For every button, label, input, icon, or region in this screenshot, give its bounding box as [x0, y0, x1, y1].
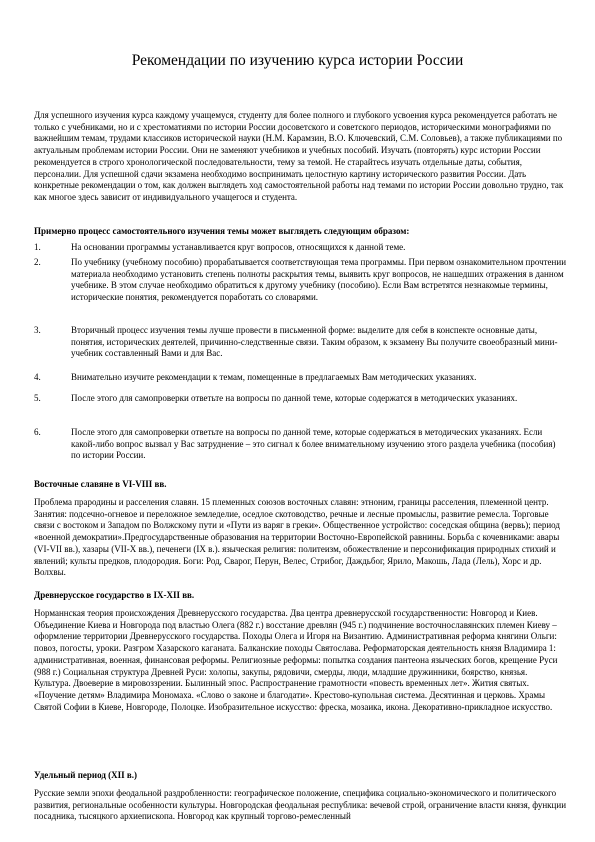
section-east-slavs-body	[34, 497, 566, 579]
process-list	[34, 372, 566, 395]
process-list	[34, 257, 566, 315]
intro-paragraph	[34, 110, 566, 204]
list-item-number: 3.	[34, 325, 41, 335]
intro-text: Для успешного изучения курса каждому учащемуся, студенту для более полного и глубокого усвоения курса рекомендуется работать не только с учебниками, но и с хрестоматиями по истории России досоветского и советского периодов, историческими монографиями по важнейшим темам, трудами классиков исторической науки (Н.М. Карамзин, В.О. Ключевский, С.М. Соловьев), а также публикациями по актуальным проблемам истории России. Они не заменяют учебников и учебных пособий. Изучать (повторять) курс истории России рекомендуется в строго хронологической последовательности, тему за темой. Не старайтесь изучать отдельные даты, события, персоналии. Для успешной сдачи экзамена необходимо воспринимать целостную картину исторического развития России. Дать конкретные рекомендации о том, как должен выглядеть ход самостоятельной работы над темами по истории России довольно трудно, так как многое здесь зависит от индивидуального учащегося и студента.	[34, 110, 564, 202]
process-list	[34, 427, 566, 473]
section-text: Норманнская теория происхождения Древнерусского государства. Два центра древнерусской государственности: Новгород и Киев. Объединение Киева и Новгорода под властью Олега (882 г.) восстание древлян (945 г.) подчинение восточнославянских племен Киеву – оформление территории Древнерусского государства. Походы Олега и Игоря на Византию. Административная реформа княгини Ольги: повоз, погосты, уроки. Разгром Хазарского каганата. Балканские походы Святослава. Реформаторская деятельность князя Владимира 1: административная, военная, финансовая реформы. Религиозные реформы: попытка создания пантеона языческих богов, крещение Руси (988 г.) Социальная структура Древней Руси: холопы, закупы, рядовичи, смерды, люди, младшие дружинники, боярство, князья. Культура. Двоеверие в мировоззрении. Былинный эпос. Распространение грамотности «повесть временных лет». Жития святых. «Поучение детям» Владимира Мономаха. «Слово о законе и благодати». Крестово-купольная система. Десятинная и церковь. Храмы Святой Софии в Киеве, Новгороде, Полоцке. Изобразительное искусство: фреска, мозаика, икона. Декоративно-прикладное искусство.	[34, 608, 558, 712]
list-item-number: 1.	[34, 242, 41, 252]
section-old-rus	[34, 590, 566, 602]
list-item	[34, 393, 566, 405]
list-item	[34, 427, 566, 462]
process-section	[34, 226, 566, 238]
process-list	[34, 325, 566, 371]
section-appanage	[34, 770, 566, 782]
list-item	[34, 257, 566, 304]
list-item-text: После этого для самопроверки ответьте на вопросы по данной теме, которые содержатся в методических указаниях.	[71, 393, 518, 403]
section-heading: Восточные славяне в VI-VIII вв.	[34, 479, 167, 489]
list-item-number: 4.	[34, 372, 41, 382]
process-list	[34, 393, 566, 416]
section-old-rus-body	[34, 608, 566, 713]
list-item-number: 6.	[34, 427, 41, 437]
section-text: Проблема прародины и расселения славян. 15 племенных союзов восточных славян: этноним, границы расселения, племенной центр. Занятия: подсечно-огневое и переложное земледелие, оседлое скотоводство, речные и лесные промыслы, развитие ремесла. Торговые связи с востоком и Западом по Волжскому пути и «Пути из варяг в греки». Общественное устройство: соседская община (вервь); период «военной демократии».Предгосударственные образования на территории Восточно-Европейской равнины. Борьба с кочевниками: авары (VI-VII вв.), хазары (VII-X вв.), печенеги (IX в.). языческая религия: политеизм, обожествление и персонификация природных стихий и явлений; культы предков, плодородия. Боги: Род, Сварог, Перун, Велес, Стрибог, Даждьбог, Ярило, Макошь, Лада (Лель), Хорс и др. Волхвы.	[34, 497, 560, 578]
list-item-text: По учебнику (учебному пособию) прорабатывается соответствующая тема программы. При первом ознакомительном прочтении материала необходимо установить степень полноты раскрытия темы, выявить круг вопросов, не нашедших отражения в данном учебнике. В этом случае необходимо обратиться к другому учебнику (пособию). Если Вам встретятся незнакомые термины, исторические понятия, рекомендуется поработать со словарями.	[71, 257, 567, 303]
list-item-text: На основании программы устанавливается круг вопросов, относящихся к данной теме.	[71, 242, 406, 252]
section-text: Русские земли эпохи феодальной раздробленности: географическое положение, специфика социально-экономического и политического развития, региональные особенности культуры. Новгородская феодальная республика: вечевой строй, ограничение власти князя, функции посадника, тысяцкого архиепископа. Новгород как крупный торгово-ремесленный	[34, 788, 567, 822]
list-item-text: После этого для самопроверки ответьте на вопросы по данной теме, которые содержаться в методических указаниях. Если какой-либо вопрос вызвал у Вас затруднение – это сигнал к более внимательному изучению этого раздела учебника (пособия) по истории России.	[71, 427, 556, 461]
section-appanage-body	[34, 788, 566, 823]
section-heading: Удельный период (XII в.)	[34, 770, 138, 780]
process-heading: Примерно процесс самостоятельного изучения темы может выглядеть следующим образом:	[34, 226, 410, 236]
list-item-text: Вторичный процесс изучения темы лучше провести в письменной форме: выделите для себя в конспекте основные даты, понятия, исторических деятелей, причинно-следственные связи. Таким образом, к экзамену Вы получите своеобразный мини-учебник составленный Вами и для Вас.	[71, 325, 558, 359]
list-item	[34, 325, 566, 360]
list-item-text: Внимательно изучите рекомендации к темам, помещенные в предлагаемых Вам методических указаниях.	[71, 372, 477, 382]
list-item	[34, 372, 566, 384]
list-item-number: 2.	[34, 257, 41, 267]
page-title: Рекомендации по изучению курса истории России	[131, 52, 464, 69]
section-east-slavs	[34, 479, 566, 491]
list-item-number: 5.	[34, 393, 41, 403]
section-heading: Древнерусское государство в IX-XII вв.	[34, 590, 195, 600]
list-item	[34, 242, 566, 254]
